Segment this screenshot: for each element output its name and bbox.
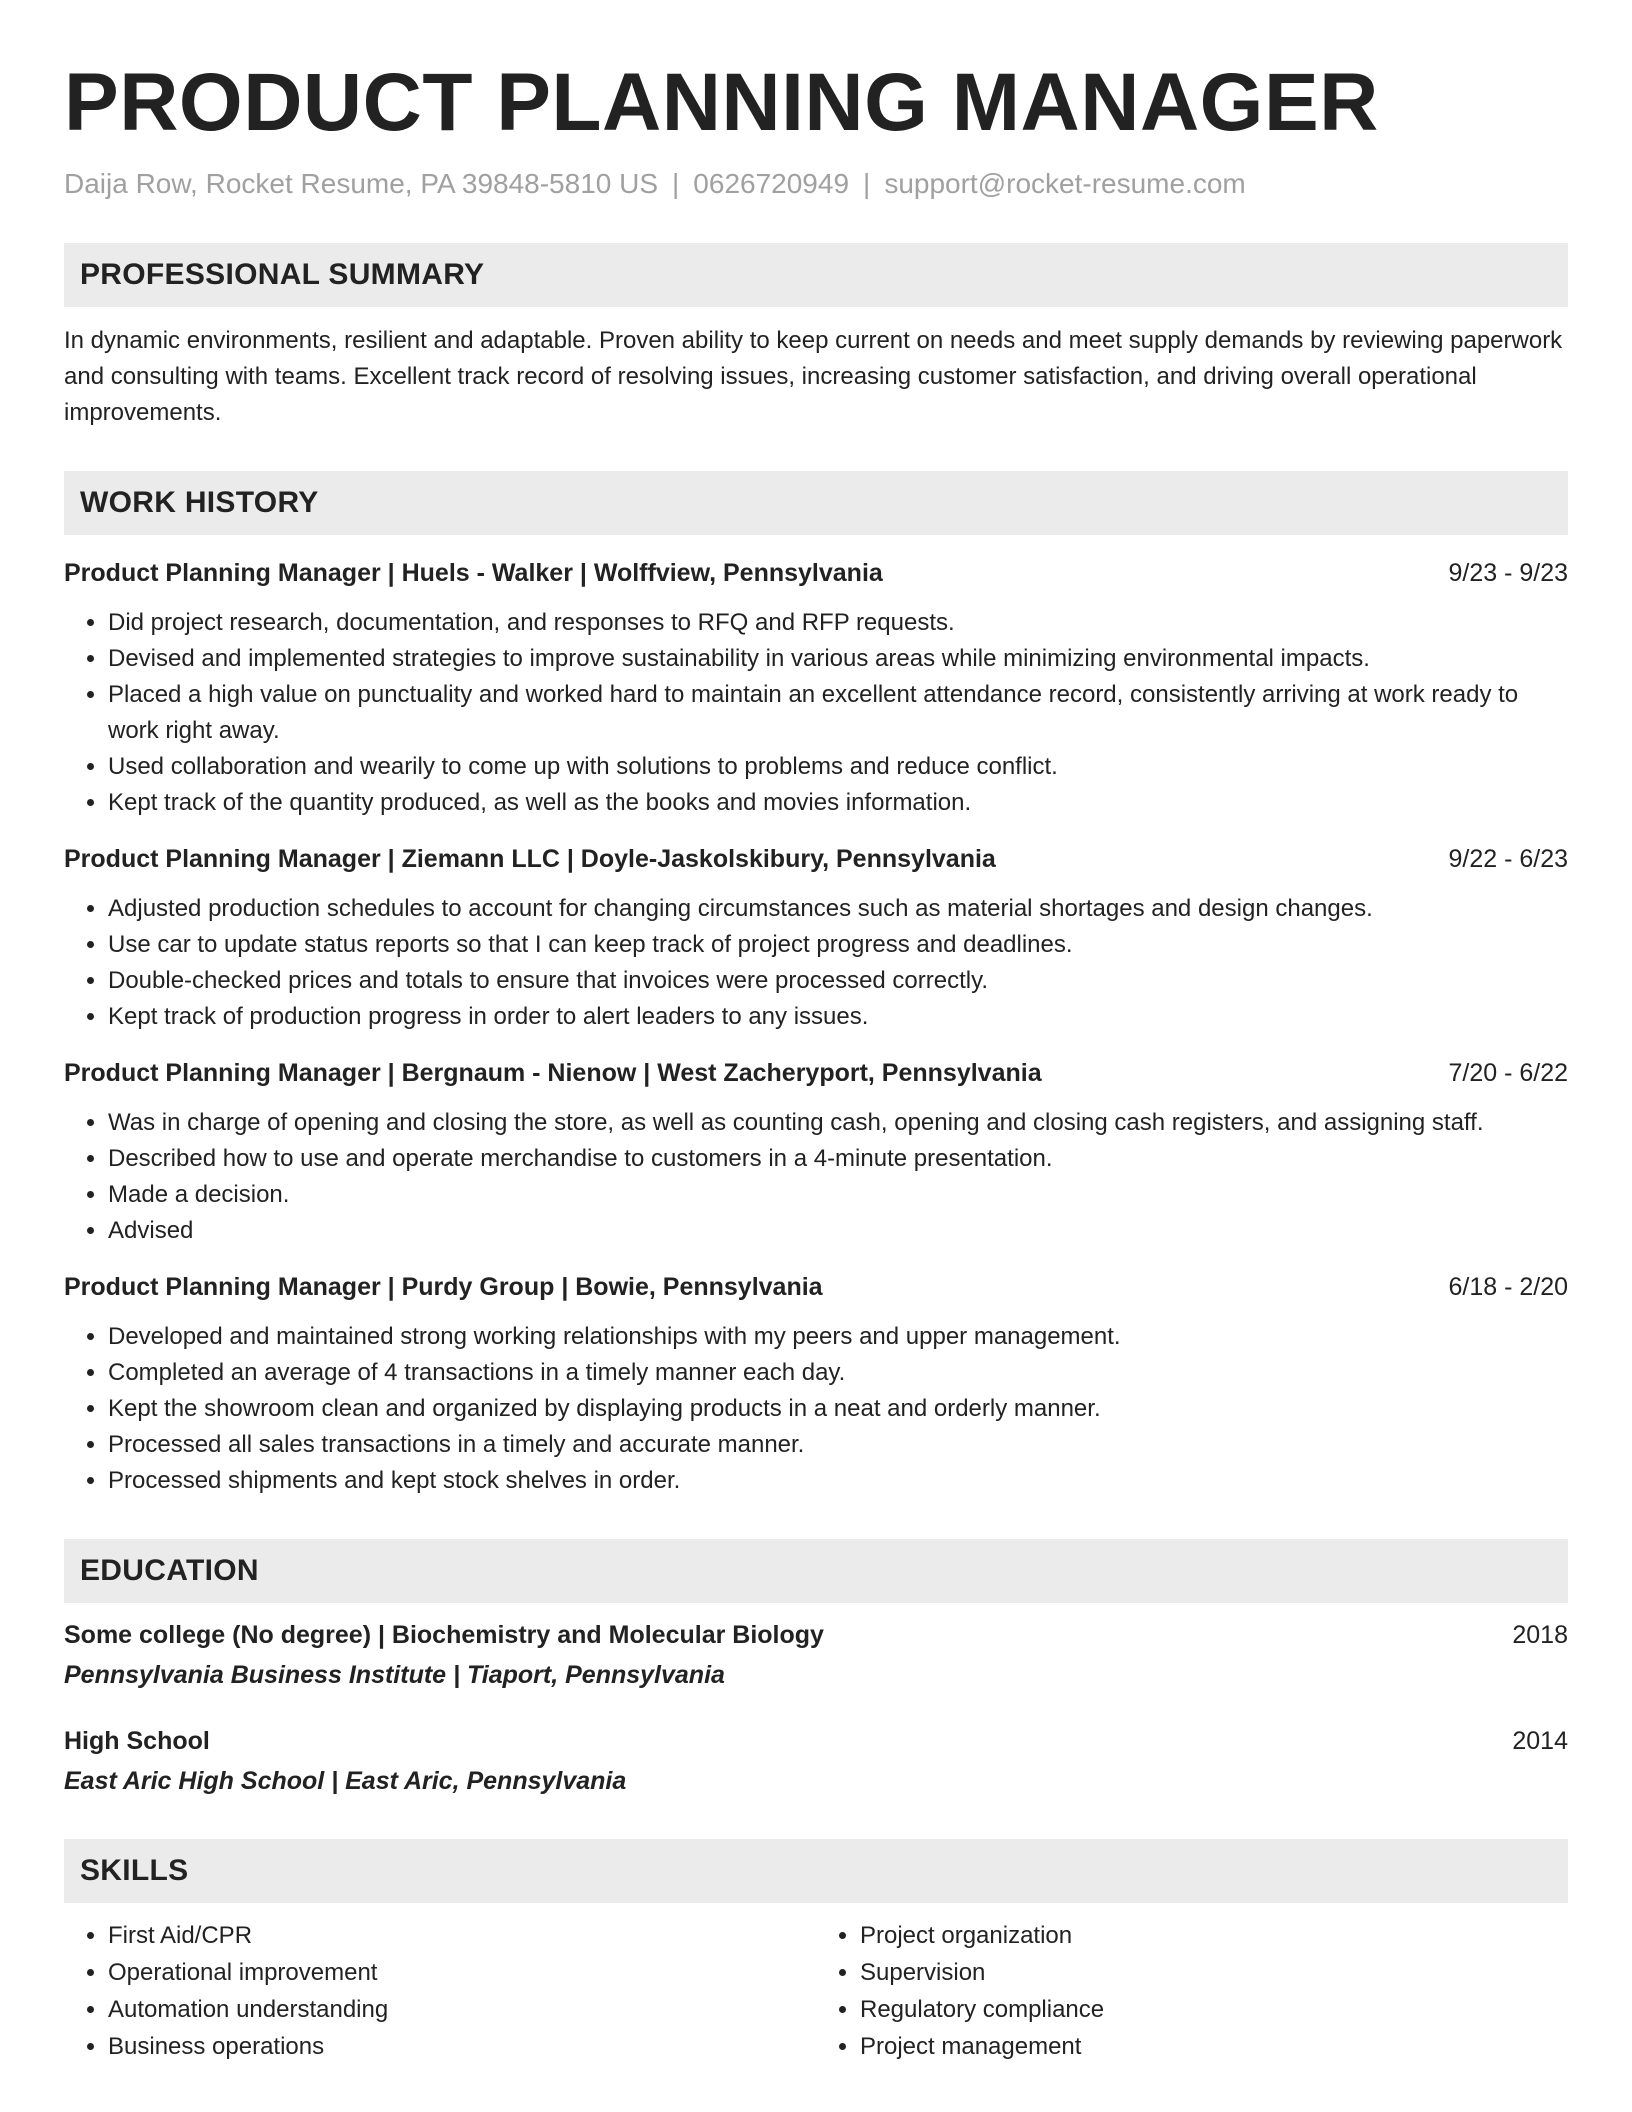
list-item: • Project management [860,2028,1568,2065]
section-heading-skills: SKILLS [64,1839,1568,1903]
job-entry [64,1269,1568,1499]
education-school: East Aric High School | East Aric, Pennsylvania [64,1766,627,1795]
job-header [64,1269,1568,1305]
job-bullets [64,605,1568,821]
list-item: • Used collaboration and wearily to come up with solutions to problems and reduce conflict. [108,749,1568,785]
list-item: • Adjusted production schedules to account for changing circumstances such as material shortages and design changes. [108,891,1568,927]
skills-list [64,1917,1568,2065]
contact-separator: | [863,168,871,200]
contact-email: support@rocket-resume.com [884,168,1246,200]
job-header [64,1055,1568,1091]
job-dates: 6/18 - 2/20 [1448,1272,1568,1301]
list-item: • Automation understanding [108,1991,816,2028]
job-bullets [64,1319,1568,1499]
education-entry [64,1723,1568,1799]
job-bullets [64,1105,1568,1249]
education-header [64,1617,1568,1653]
education-school: Pennsylvania Business Institute | Tiaport, Pennsylvania [64,1660,725,1689]
section-heading-work-history: WORK HISTORY [64,471,1568,535]
education-title: High School [64,1726,210,1755]
list-item: • Made a decision. [108,1177,1568,1213]
job-dates: 7/20 - 6/22 [1448,1058,1568,1087]
job-header [64,841,1568,877]
contact-line [64,166,1568,202]
list-item: • Completed an average of 4 transactions in a timely manner each day. [108,1355,1568,1391]
job-dates: 9/23 - 9/23 [1448,558,1568,587]
education-entry [64,1617,1568,1693]
job-header [64,555,1568,591]
summary-text: In dynamic environments, resilient and adaptable. Proven ability to keep current on needs and meet supply demands by reviewing paperwork and consulting with teams. Excellent track record of resolving issues, increasing customer satisfaction, and driving overall operational improvements. [64,326,1563,426]
list-item: • First Aid/CPR [108,1917,816,1954]
list-item: • Use car to update status reports so that I can keep track of project progress and deadlines. [108,927,1568,963]
list-item: • Processed shipments and kept stock shelves in order. [108,1463,1568,1499]
list-item: • Was in charge of opening and closing the store, as well as counting cash, opening and closing cash registers, and assigning staff. [108,1105,1568,1141]
list-item: • Supervision [860,1954,1568,1991]
list-item: • Project organization [860,1917,1568,1954]
education-title: Some college (No degree) | Biochemistry and Molecular Biology [64,1620,824,1649]
education-year: 2018 [1512,1620,1568,1649]
education-header [64,1723,1568,1759]
list-item: • Kept track of the quantity produced, as well as the books and movies information. [108,785,1568,821]
contact-separator: | [672,168,680,200]
section-heading-education: EDUCATION [64,1539,1568,1603]
list-item: • Placed a high value on punctuality and worked hard to maintain an excellent attendance record, consistently arriving at work ready to work right away. [108,677,1568,749]
skills-column-right [816,1917,1568,2065]
job-title: Product Planning Manager | Huels - Walker | Wolffview, Pennsylvania [64,558,883,587]
job-entry [64,1055,1568,1249]
education-year: 2014 [1512,1726,1568,1755]
job-bullets [64,891,1568,1035]
list-item: • Operational improvement [108,1954,816,1991]
job-title: Product Planning Manager | Ziemann LLC | Doyle-Jaskolskibury, Pennsylvania [64,844,996,873]
list-item: • Described how to use and operate merchandise to customers in a 4-minute presentation. [108,1141,1568,1177]
page-title: PRODUCT PLANNING MANAGER [64,57,1379,148]
list-item: • Did project research, documentation, and responses to RFQ and RFP requests. [108,605,1568,641]
list-item: • Business operations [108,2028,816,2065]
skills-column-left [64,1917,816,2065]
job-entry [64,841,1568,1035]
list-item: • Advised [108,1213,1568,1249]
list-item: • Regulatory compliance [860,1991,1568,2028]
contact-address: Daija Row, Rocket Resume, PA 39848-5810 US [64,168,659,200]
list-item: • Developed and maintained strong working relationships with my peers and upper management. [108,1319,1568,1355]
list-item: • Devised and implemented strategies to improve sustainability in various areas while minimizing environmental impacts. [108,641,1568,677]
job-title: Product Planning Manager | Purdy Group | Bowie, Pennsylvania [64,1272,823,1301]
list-item: • Processed all sales transactions in a timely and accurate manner. [108,1427,1568,1463]
job-entry [64,555,1568,821]
list-item: • Kept the showroom clean and organized by displaying products in a neat and orderly manner. [108,1391,1568,1427]
job-dates: 9/22 - 6/23 [1448,844,1568,873]
contact-phone: 0626720949 [693,168,850,200]
section-heading-summary: PROFESSIONAL SUMMARY [64,243,1568,307]
list-item: • Double-checked prices and totals to ensure that invoices were processed correctly. [108,963,1568,999]
job-title: Product Planning Manager | Bergnaum - Nienow | West Zacheryport, Pennsylvania [64,1058,1042,1087]
list-item: • Kept track of production progress in order to alert leaders to any issues. [108,999,1568,1035]
